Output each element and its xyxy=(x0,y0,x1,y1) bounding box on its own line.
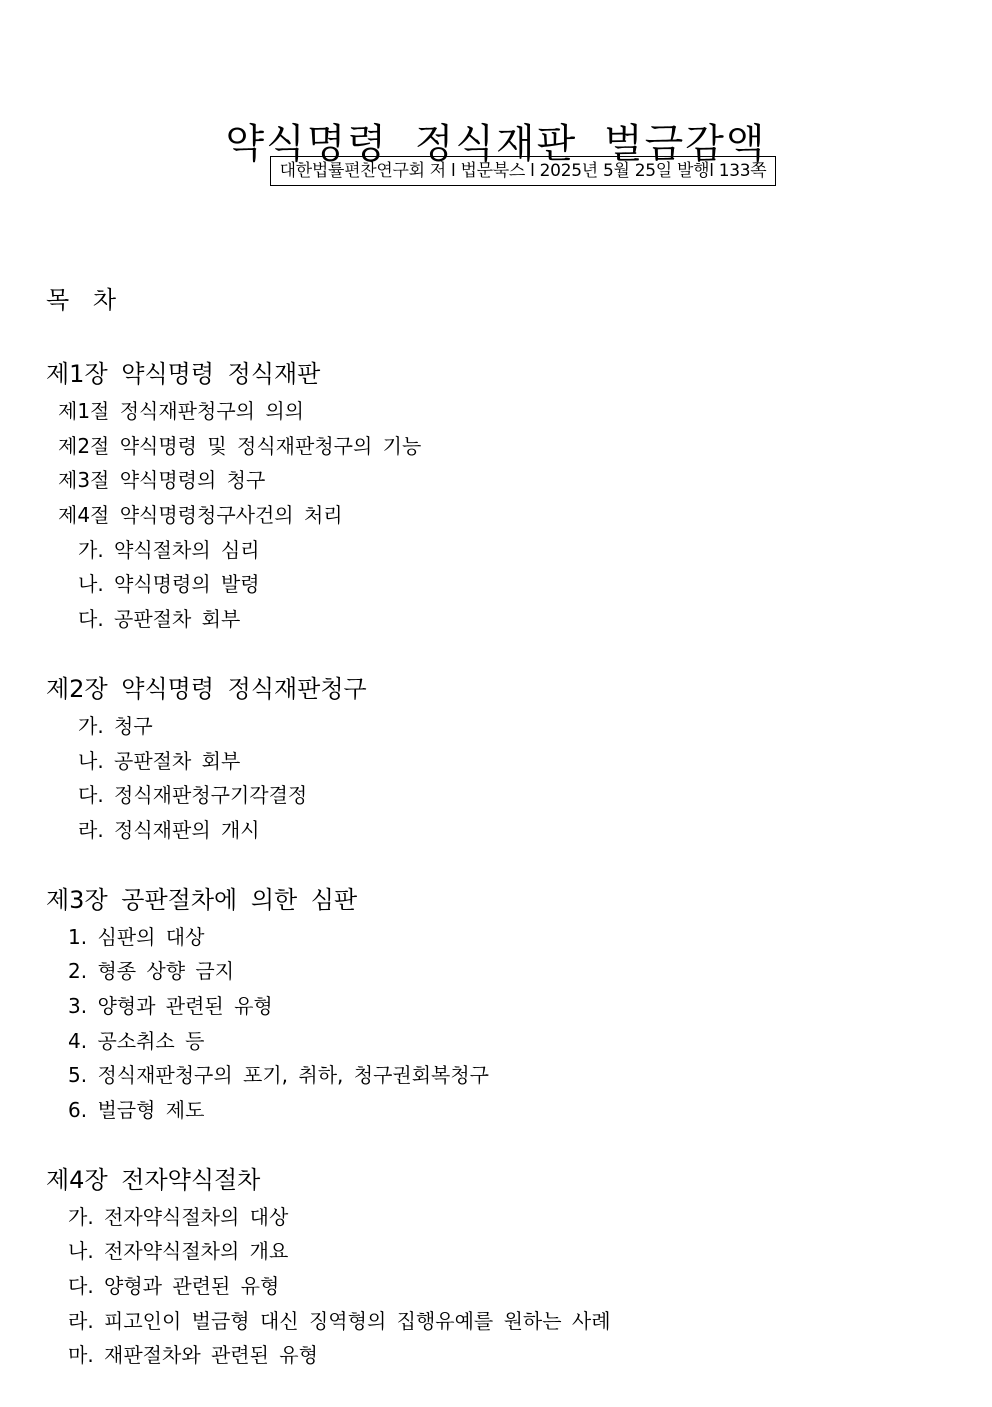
page-title: 약식명령 정식재판 벌금감액 xyxy=(225,120,767,167)
toc-heading: 목 차 xyxy=(46,286,124,314)
toc-subitem: 나. 약식명령의 발령 xyxy=(78,572,260,597)
toc-subitem: 다. 공판절차 회부 xyxy=(78,607,241,632)
chapter-4 xyxy=(46,1162,946,1373)
toc-numbered-item: 6. 벌금형 제도 xyxy=(68,1098,205,1122)
toc-numbered-item: 1. 심판의 대상 xyxy=(68,924,205,949)
toc-subitem: 나. 공판절차 회부 xyxy=(78,748,241,773)
chapter-title: 제3장 공판절차에 의한 심판 xyxy=(46,885,358,914)
chapter-title: 제1장 약식명령 정식재판 xyxy=(46,360,321,388)
toc-section: 제2절 약식명령 및 정식재판청구의 기능 xyxy=(58,433,422,458)
toc-subitem: 라. 정식재판의 개시 xyxy=(78,817,260,842)
chapter-1 xyxy=(46,356,946,637)
chapter-title: 제4장 전자약식절차 xyxy=(46,1165,261,1194)
chapter-3 xyxy=(46,882,946,1128)
toc-numbered-item: 3. 양형과 관련된 유형 xyxy=(68,993,273,1018)
toc-subitem: 마. 재판절차와 관련된 유형 xyxy=(68,1343,318,1368)
toc-subitem: 라. 피고인이 벌금형 대신 징역형의 집행유예를 원하는 사례 xyxy=(68,1308,611,1333)
toc-numbered-item: 4. 공소취소 등 xyxy=(68,1028,205,1053)
toc-subitem: 다. 정식재판청구기각결정 xyxy=(78,783,308,808)
toc-numbered-item: 5. 정식재판청구의 포기, 취하, 청구권회복청구 xyxy=(68,1063,489,1088)
toc-section: 제1절 정식재판청구의 의의 xyxy=(58,399,304,423)
toc-numbered-item: 2. 형종 상향 금지 xyxy=(68,959,235,984)
toc-section: 제3절 약식명령의 청구 xyxy=(58,468,266,493)
table-of-contents xyxy=(46,282,946,1407)
toc-subitem: 다. 양형과 관련된 유형 xyxy=(68,1274,280,1299)
toc-subitem: 가. 전자약식절차의 대상 xyxy=(68,1204,289,1229)
publication-info: 대한법률편찬연구회 저 l 법문북스 l 2025년 5월 25일 발행l 133쪽 xyxy=(270,156,776,186)
toc-subitem: 가. 약식절차의 심리 xyxy=(78,537,260,562)
toc-subitem: 가. 청구 xyxy=(78,713,153,738)
chapter-2 xyxy=(46,671,946,848)
toc-section: 제4절 약식명령청구사건의 처리 xyxy=(58,503,343,528)
toc-subitem: 나. 전자약식절차의 개요 xyxy=(68,1239,289,1264)
chapter-title: 제2장 약식명령 정식재판청구 xyxy=(46,674,367,703)
